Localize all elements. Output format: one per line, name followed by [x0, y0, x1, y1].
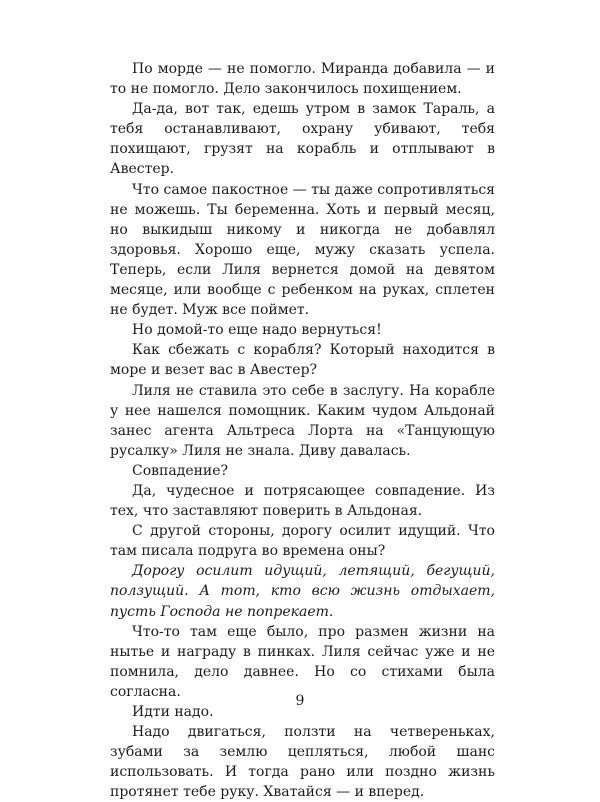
poem-quote: Дорогу осилит идущий, летящий, бегущий, ползущий. А тот, кто всю жизнь отдыхает, пусть Господа не попрекает. — [110, 563, 495, 620]
paragraph: Совпадение? — [132, 462, 229, 479]
paragraph: Как сбежать с корабля? Который находится в море и везет вас в Авестер? — [110, 342, 495, 379]
paragraph: Идти надо. — [132, 704, 214, 720]
paragraph: Надо двигаться, ползти на четвереньках, зубами за землю цепляться, любой шанс использовать. И тогда рано или поздно жизнь протянет тебе руку. Хватайся — и вперед. — [110, 724, 495, 801]
paragraph: С другой стороны, дорогу осилит идущий. Что там писала подруга во времена оны? — [110, 523, 495, 560]
paragraph: Да, чудесное и потрясающее совпадение. Из тех, что заставляют поверить в Альдоная. — [110, 482, 495, 520]
paragraph: Да-да, вот так, едешь утром в замок Тараль, а тебя останавливают, охрану убивают, тебя похищают, грузят на корабль и отплывают в Авестер. — [110, 101, 495, 178]
paragraph: Что самое пакостное — ты даже сопротивляться не можешь. Ты беременна. Хоть и первый месяц, но выкидыш никому и никогда не добавлял здоровья. Хорошо еще, мужу сказать успела. Теперь, если Лиля вернется домой на девятом месяце, или вообще с ребенком на руках, сплетен не будет. Муж все поймет. — [110, 181, 495, 319]
paragraph: По морде — не помогло. Миранда добавила — и то не помогло. Дело закончилось похищением. — [110, 61, 495, 98]
paragraph: Лиля не ставила это себе в заслугу. На корабле у нее нашелся помощник. Каким чудом Альдонай занес агента Альтреса Лорта на «Танцующую русалку» Лиля не знала. Диву давалась. — [110, 382, 495, 459]
page-number: 9 — [295, 693, 305, 709]
paragraph: Но домой-то еще надо вернуться! — [132, 322, 382, 339]
body-text — [110, 59, 495, 802]
paragraph: Что-то там еще было, про размен жизни на нытье и награду в пинках. Лиля сейчас уже и не помнила, дело давнее. Но со стихами была согласна. — [110, 623, 495, 700]
